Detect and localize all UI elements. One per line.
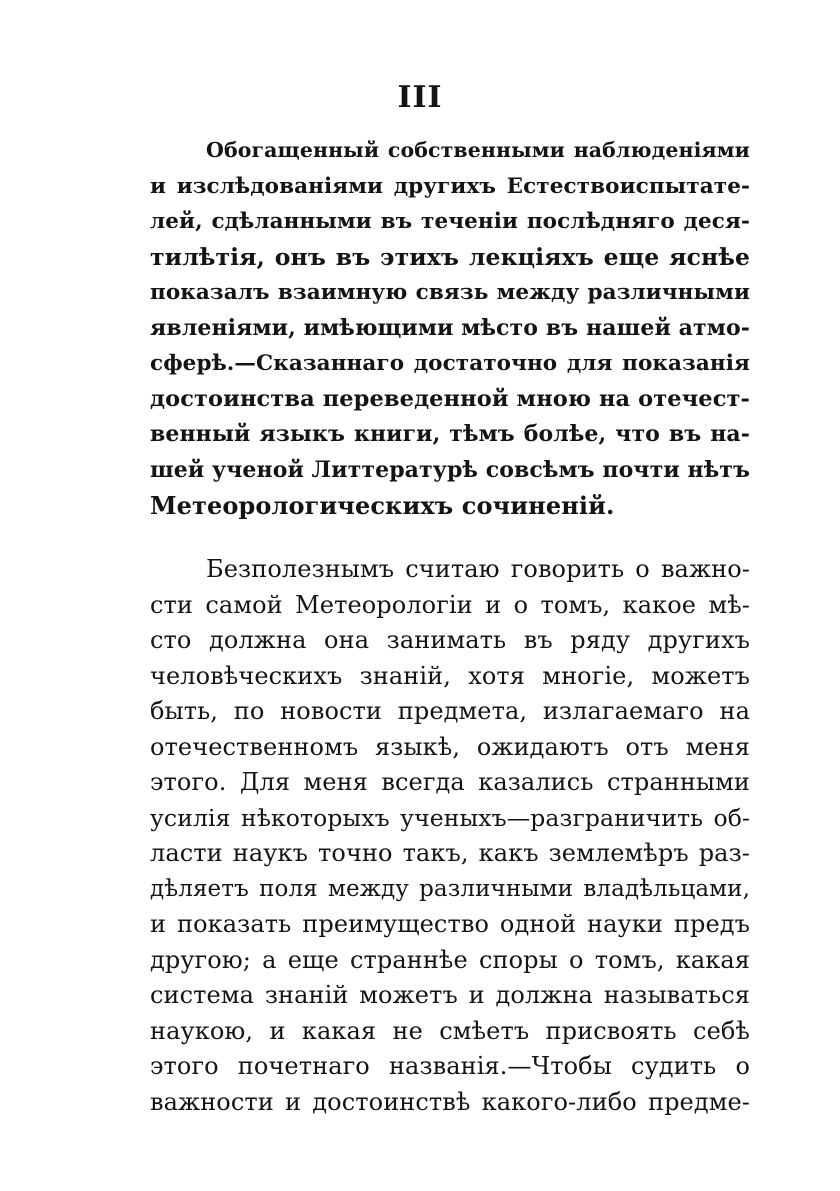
text-line: дѣляетъ поля между различными владѣльцами, [150, 875, 750, 902]
text-line: другою; а еще страннѣе споры о томъ, какая [150, 945, 750, 974]
page-number: III [397, 80, 443, 115]
text-line: Обогащенный собственными наблюденіями [206, 138, 750, 162]
text-line: ласти наукъ точно такъ, какъ землемѣръ раз- [150, 839, 750, 867]
text-line: и показать преимущество одной науки предъ [150, 910, 750, 938]
text-line: лей, сдѣланными въ теченіи послѣдняго деся- [150, 209, 750, 234]
text-line: явленіями, имѣющими мѣсто въ нашей атмо- [150, 314, 750, 341]
text-line: Метеорологическихъ сочиненій. [150, 491, 615, 520]
text-line: система знаній можетъ и должна называться [150, 981, 750, 1009]
text-line: важности и достоинствѣ какого-либо предме- [150, 1087, 750, 1116]
text-line: венный языкъ книги, тѣмъ болѣе, что въ на- [150, 421, 750, 447]
paragraph-1 [150, 133, 750, 524]
text-line: достоинства переведенной мною на отечест- [150, 385, 750, 412]
text-line: усилія нѣкоторыхъ ученыхъ—разграничить об- [150, 803, 750, 832]
text-line: наукою, и какая не смѣетъ присвоять себѣ [150, 1016, 750, 1045]
paragraph-2 [150, 552, 750, 1120]
text-line: шей ученой Литтературѣ совсѣмъ почти нѣтъ [150, 456, 750, 483]
text-line: сферѣ.—Сказаннаго достаточно для показанія [150, 351, 750, 376]
text-line: и изслѣдованіями другихъ Естествоиспытате- [150, 173, 750, 199]
text-line: этого почетнаго названія.—Чтобы судить о [150, 1052, 750, 1080]
text-line: сти самой Метеорологіи и о томъ, какое мѣ- [150, 590, 750, 619]
text-line: человѣческихъ знаній, хотя многіе, можетъ [150, 661, 750, 690]
text-line: быть, по новости предмета, излагаемаго на [150, 697, 750, 725]
text-line: этого. Для меня всегда казались странными [150, 768, 750, 796]
text-line: Безполезнымъ считаю говорить о важно- [206, 555, 750, 583]
text-line: сто должна она занимать въ ряду другихъ [150, 626, 750, 654]
text-line: отечественномъ языкѣ, ожидаютъ отъ меня [150, 732, 750, 761]
text-line: тилѣтія, онъ въ этихъ лекціяхъ еще яснѣе [150, 242, 750, 271]
text-line: показалъ взаимную связь между различными [150, 280, 750, 305]
